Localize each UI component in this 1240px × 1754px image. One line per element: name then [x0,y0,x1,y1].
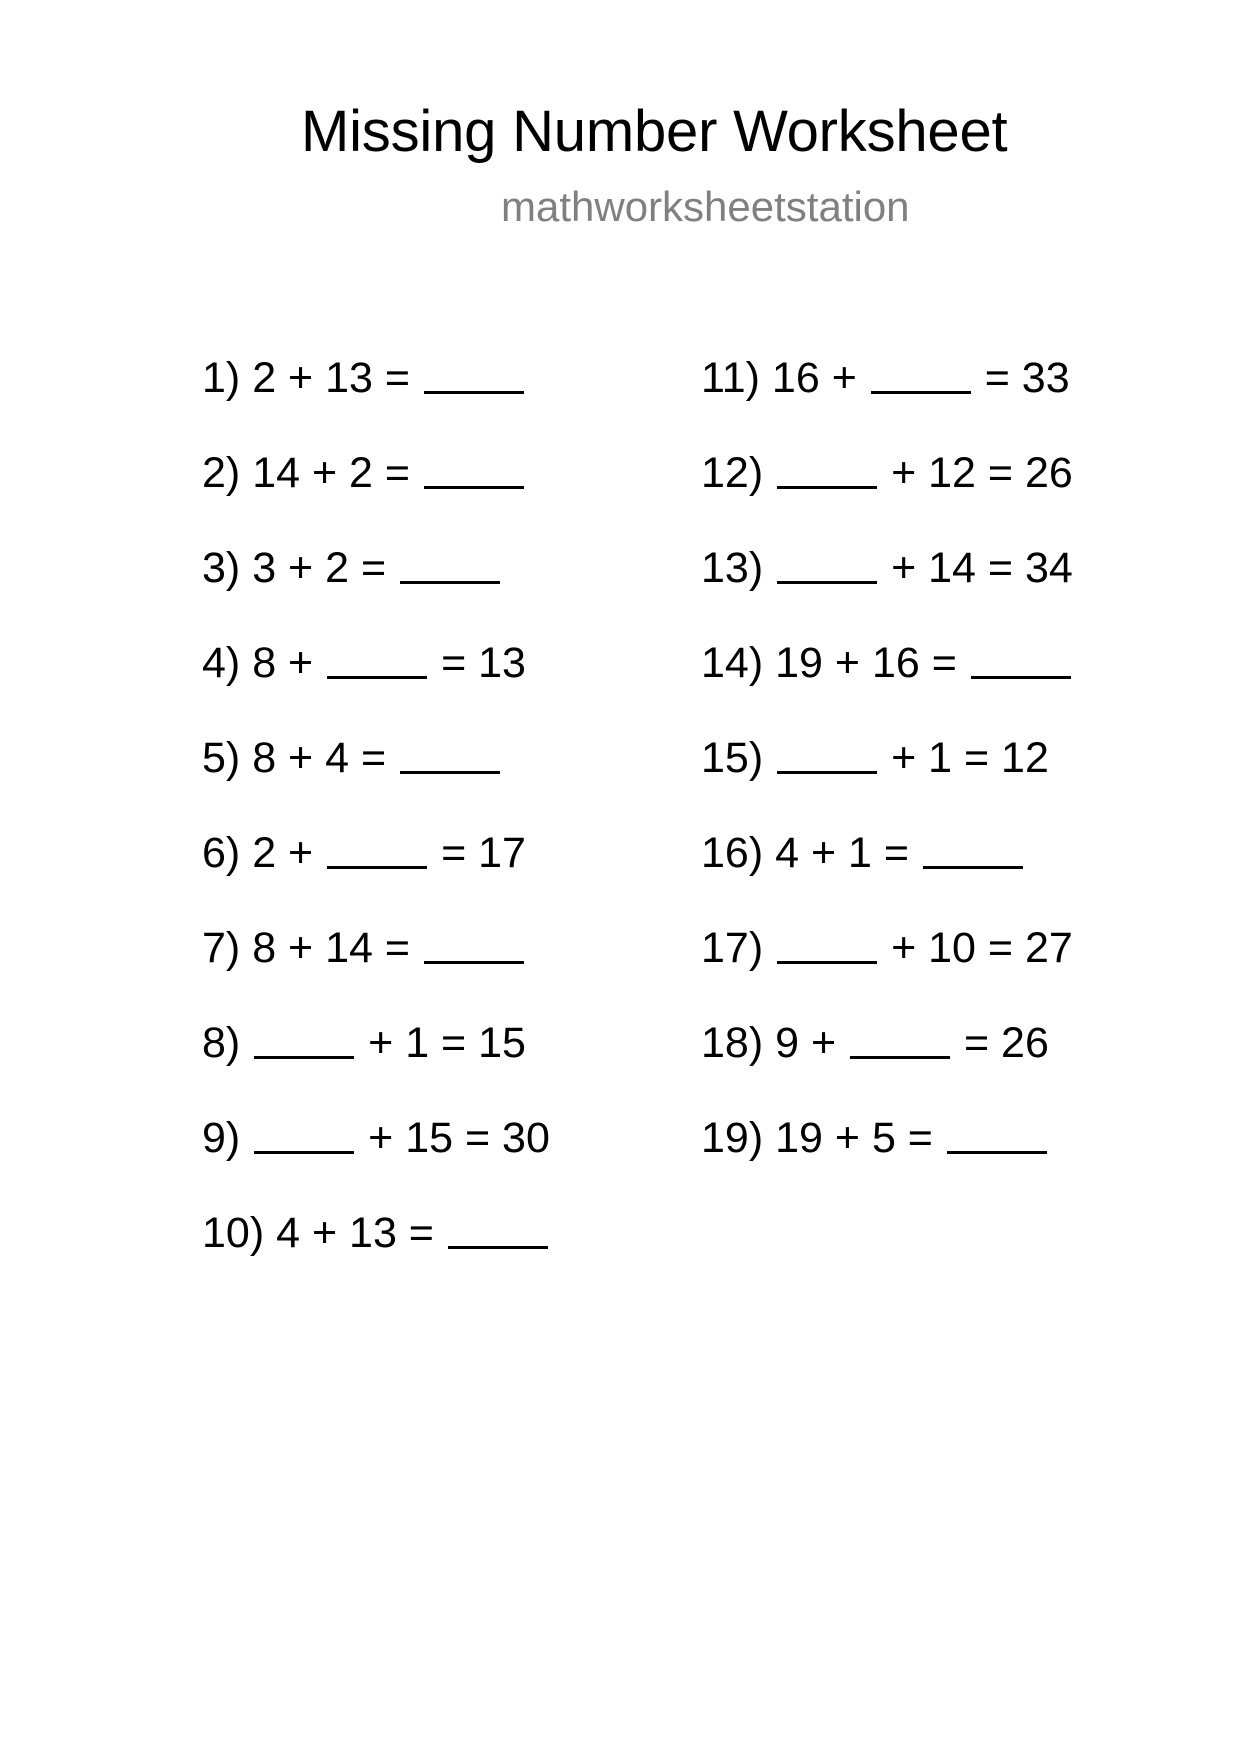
answer-blank[interactable] [777,961,877,964]
problem-5 [202,733,502,783]
problem-prefix: 8 + 4 = [252,734,387,782]
problem-1 [202,353,526,403]
answer-blank[interactable] [777,771,877,774]
problem-4 [202,638,526,688]
problem-19 [701,1113,1049,1163]
problem-number: 18) [701,1019,764,1067]
problem-suffix: = 13 [441,639,526,687]
problem-number: 2) [202,449,241,497]
problem-suffix: + 14 = 34 [891,544,1073,592]
answer-blank[interactable] [400,581,500,584]
problem-16 [701,828,1025,878]
problem-9 [202,1113,550,1163]
problem-number: 5) [202,734,241,782]
problem-suffix: = 17 [441,829,526,877]
answer-blank[interactable] [424,391,524,394]
answer-blank[interactable] [400,771,500,774]
problem-number: 19) [701,1114,764,1162]
problem-12 [701,448,1073,498]
problem-number: 14) [701,639,764,687]
page-title: Missing Number Worksheet [301,99,1008,164]
problem-suffix: + 1 = 15 [368,1019,526,1067]
answer-blank[interactable] [254,1151,354,1154]
problem-prefix: 3 + 2 = [252,544,387,592]
problem-18 [701,1018,1049,1068]
problem-suffix: + 15 = 30 [368,1114,550,1162]
problem-prefix: 19 + 16 = [775,639,957,687]
problem-number: 8) [202,1019,241,1067]
answer-blank[interactable] [777,486,877,489]
problem-number: 4) [202,639,241,687]
problem-3 [202,543,502,593]
problem-prefix: 9 + [775,1019,837,1067]
problem-8 [202,1018,526,1068]
answer-blank[interactable] [777,581,877,584]
problem-11 [701,353,1070,403]
problem-prefix: 4 + 13 = [276,1209,434,1257]
answer-blank[interactable] [448,1246,548,1249]
problem-prefix: 8 + 14 = [252,924,410,972]
answer-blank[interactable] [947,1151,1047,1154]
answer-blank[interactable] [424,486,524,489]
problem-13 [701,543,1073,593]
answer-blank[interactable] [850,1056,950,1059]
problem-suffix: + 1 = 12 [891,734,1049,782]
problem-number: 17) [701,924,764,972]
answer-blank[interactable] [871,391,971,394]
problem-number: 12) [701,449,764,497]
problem-number: 6) [202,829,241,877]
problem-suffix: + 10 = 27 [891,924,1073,972]
answer-blank[interactable] [923,866,1023,869]
problem-suffix: + 12 = 26 [891,449,1073,497]
problem-number: 15) [701,734,764,782]
problem-number: 11) [701,354,760,402]
problem-7 [202,923,526,973]
problem-prefix: 4 + 1 = [775,829,910,877]
problem-prefix: 16 + [771,354,857,402]
answer-blank[interactable] [327,866,427,869]
problem-prefix: 19 + 5 = [775,1114,933,1162]
problem-14 [701,638,1073,688]
answer-blank[interactable] [254,1056,354,1059]
problem-number: 3) [202,544,241,592]
answer-blank[interactable] [424,961,524,964]
problem-prefix: 2 + 13 = [252,354,410,402]
problem-number: 16) [701,829,764,877]
problem-number: 1) [202,354,241,402]
problem-number: 7) [202,924,241,972]
site-attribution: mathworksheetstation [501,183,910,230]
problem-prefix: 8 + [252,639,314,687]
problem-suffix: = 33 [984,354,1070,402]
problem-6 [202,828,526,878]
problem-suffix: = 26 [964,1019,1049,1067]
problem-prefix: 14 + 2 = [252,449,410,497]
problem-15 [701,733,1049,783]
problem-number: 10) [202,1209,265,1257]
answer-blank[interactable] [971,676,1071,679]
problem-number: 9) [202,1114,241,1162]
answer-blank[interactable] [327,676,427,679]
problem-number: 13) [701,544,764,592]
problem-10 [202,1208,550,1258]
problem-2 [202,448,526,498]
problem-prefix: 2 + [252,829,314,877]
problem-17 [701,923,1073,973]
